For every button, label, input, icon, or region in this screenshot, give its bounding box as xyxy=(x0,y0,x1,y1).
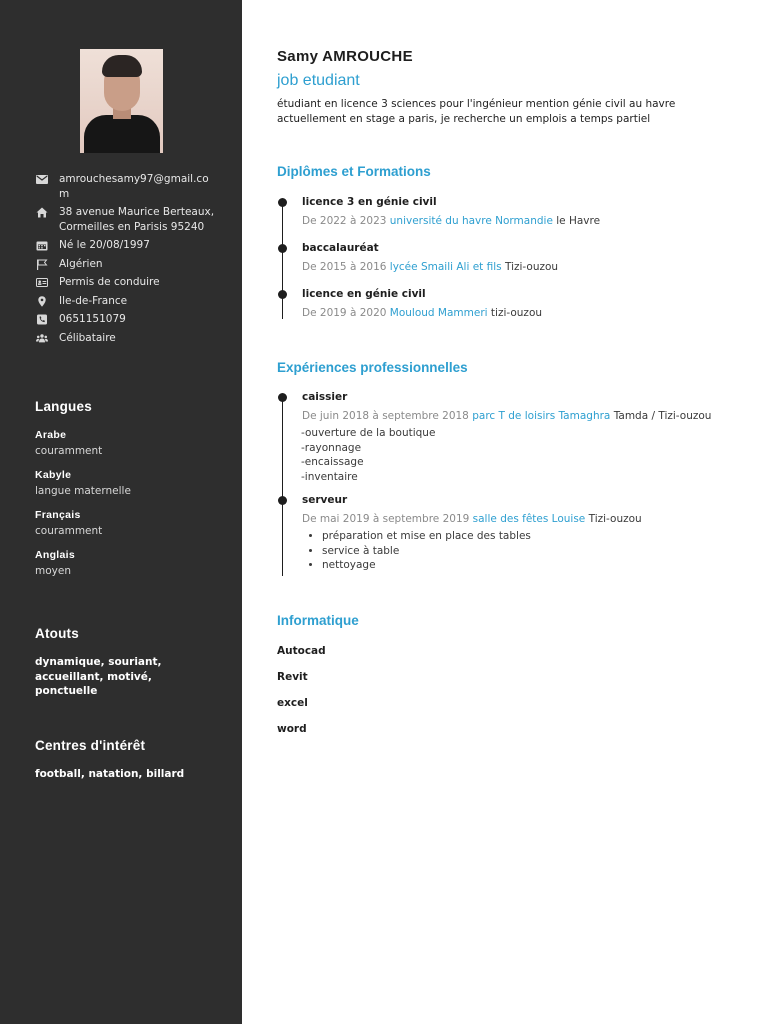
education-title: Diplômes et Formations xyxy=(277,164,431,179)
entry-place: le Havre xyxy=(556,215,601,227)
home-icon xyxy=(36,205,59,218)
language-item xyxy=(35,508,215,538)
contact-location-text: Ile-de-France xyxy=(59,294,128,307)
entry-org: parc T de loisirs Tamaghra xyxy=(472,410,611,422)
it-title: Informatique xyxy=(277,612,359,628)
entry-description xyxy=(301,426,737,484)
entry-meta xyxy=(302,214,737,228)
contact-email-text: amrouchesamy97@gmail.com xyxy=(59,173,209,200)
bullet-item: • préparation et mise en place des tables xyxy=(322,529,737,544)
contact-nationality-text: Algérien xyxy=(59,257,103,270)
profile-photo xyxy=(80,49,163,153)
language-name: Français xyxy=(35,509,81,521)
language-item xyxy=(35,428,215,458)
contact-marital-text: Célibataire xyxy=(59,331,116,344)
languages-section xyxy=(35,399,215,588)
contact-phone-text: 0651151079 xyxy=(59,313,126,325)
experience-entry xyxy=(277,390,737,484)
languages-title: Langues xyxy=(35,399,92,414)
experience-timeline xyxy=(277,390,737,573)
entry-date: De mai 2019 à septembre 2019 xyxy=(302,513,470,525)
contact-email[interactable] xyxy=(36,172,216,201)
entry-meta xyxy=(302,306,737,320)
skill-item: Revit xyxy=(277,670,308,683)
skill-item: Autocad xyxy=(277,644,326,657)
description-line: -rayonnage xyxy=(301,441,362,454)
entry-org: Mouloud Mammeri xyxy=(389,307,488,319)
entry-meta xyxy=(302,260,737,274)
entry-title: licence 3 en génie civil xyxy=(302,196,437,208)
timeline-dot xyxy=(278,290,287,299)
interests-section xyxy=(35,738,215,782)
education-entry xyxy=(277,195,737,228)
users-icon xyxy=(36,331,59,344)
summary-text: étudiant en licence 3 sciences pour l'ingénieur mention génie civil au havre actuellement en stage a paris, je recherche un emplois a temps partiel xyxy=(277,98,676,125)
language-level: couramment xyxy=(35,445,103,457)
entry-org: salle des fêtes Louise xyxy=(472,513,586,525)
description-line: -inventaire xyxy=(301,470,358,483)
education-entry xyxy=(277,287,737,320)
interests-title: Centres d'intérêt xyxy=(35,738,146,753)
phone-icon xyxy=(36,312,59,325)
entry-place: Tamda / Tizi-ouzou xyxy=(613,410,712,422)
candidate-name: Samy AMROUCHE xyxy=(277,48,413,65)
contact-license-text: Permis de conduire xyxy=(59,276,160,288)
language-name: Kabyle xyxy=(35,469,72,481)
calendar-icon xyxy=(36,238,59,251)
map-pin-icon xyxy=(36,294,59,307)
main-content xyxy=(277,48,737,748)
contact-birthdate-text: Né le 20/08/1997 xyxy=(59,239,150,251)
language-item xyxy=(35,548,215,578)
contact-phone[interactable] xyxy=(36,312,216,327)
interests-text: football, natation, billard xyxy=(35,768,185,780)
skill-item: word xyxy=(277,722,307,735)
entry-title: licence en génie civil xyxy=(302,288,426,300)
flag-icon xyxy=(36,257,59,270)
entry-place: Tizi-ouzou xyxy=(504,261,559,273)
timeline-dot xyxy=(278,393,287,402)
timeline-dot xyxy=(278,244,287,253)
entry-place: tizi-ouzou xyxy=(490,307,543,319)
entry-date: De juin 2018 à septembre 2018 xyxy=(302,410,469,422)
timeline-dot xyxy=(278,198,287,207)
language-item xyxy=(35,468,215,498)
entry-title: caissier xyxy=(302,391,348,403)
description-line: -encaissage xyxy=(301,456,364,468)
envelope-icon xyxy=(36,172,59,185)
atouts-text: dynamique, souriant, accueillant, motivé, ponctuelle xyxy=(35,656,162,697)
contact-list xyxy=(36,172,216,349)
atouts-title: Atouts xyxy=(35,626,79,641)
entry-place: Tizi-ouzou xyxy=(588,513,642,525)
entry-title: baccalauréat xyxy=(302,242,379,254)
contact-marital xyxy=(36,331,216,346)
education-timeline xyxy=(277,195,737,320)
contact-nationality xyxy=(36,257,216,272)
contact-address xyxy=(36,205,216,234)
job-title: job etudiant xyxy=(277,72,360,89)
contact-location xyxy=(36,294,216,309)
entry-bullets xyxy=(302,529,737,573)
contact-address-text: 38 avenue Maurice Berteaux, Cormeilles en Parisis 95240 xyxy=(59,206,215,233)
timeline-dot xyxy=(278,496,287,505)
language-name: Anglais xyxy=(35,549,76,561)
entry-meta xyxy=(302,409,737,423)
skill-item: excel xyxy=(277,696,308,709)
entry-org: lycée Smaili Ali et fils xyxy=(389,261,502,273)
sidebar xyxy=(0,0,242,1024)
language-level: couramment xyxy=(35,525,103,537)
entry-meta xyxy=(302,512,737,526)
entry-title: serveur xyxy=(302,494,348,506)
education-entry xyxy=(277,241,737,274)
language-name: Arabe xyxy=(35,429,67,441)
contact-birthdate xyxy=(36,238,216,253)
entry-org: université du havre Normandie xyxy=(389,215,553,227)
contact-license xyxy=(36,275,216,290)
id-card-icon xyxy=(36,275,59,288)
atouts-section xyxy=(35,626,215,699)
bullet-item: • nettoyage xyxy=(322,558,737,573)
entry-date: De 2022 à 2023 xyxy=(302,215,387,227)
description-line: -ouverture de la boutique xyxy=(301,427,436,439)
language-level: langue maternelle xyxy=(35,485,131,497)
bullet-item: • service à table xyxy=(322,544,737,559)
entry-date: De 2019 à 2020 xyxy=(302,307,387,319)
experience-entry xyxy=(277,493,737,573)
experience-title: Expériences professionnelles xyxy=(277,360,468,375)
it-skills xyxy=(277,644,737,736)
entry-date: De 2015 à 2016 xyxy=(302,261,387,273)
language-level: moyen xyxy=(35,565,71,577)
